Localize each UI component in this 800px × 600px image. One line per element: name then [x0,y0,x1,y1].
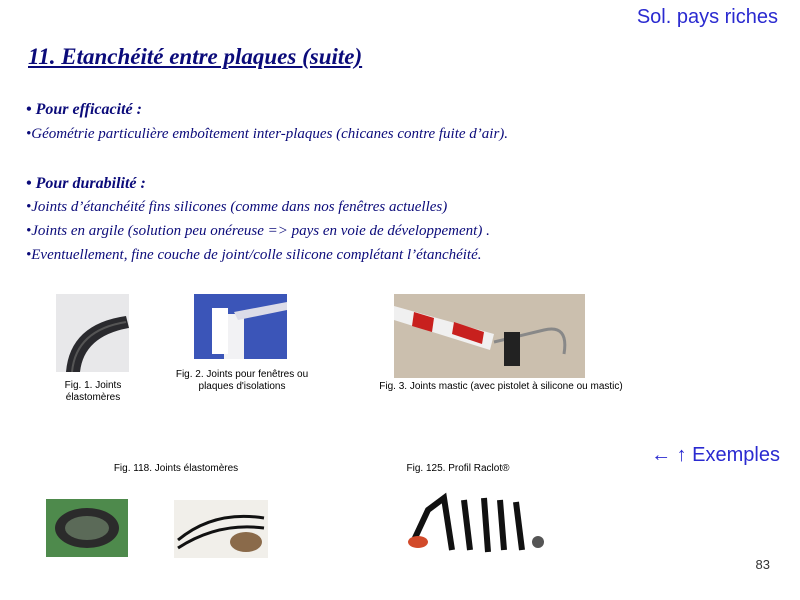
bullet-joints-silicones: •Joints d’étanchéité fins silicones (comme dans nos fenêtres actuelles) [26,199,448,215]
slide-title: 11. Etanchéité entre plaques (suite) [28,44,363,69]
bullet-couche-silicone: •Eventuellement, fine couche de joint/colle silicone complétant l’étanchéité. [26,247,482,263]
figure-2-caption: Fig. 2. Joints pour fenêtres ou plaques d'isolations [175,369,309,392]
figure-1-caption: Fig. 1. Joints élastomères [64,380,122,403]
elastomer-joint-image [56,294,129,372]
bullet-durabilite-heading: • Pour durabilité : [26,175,146,192]
figure-118-caption: Fig. 118. Joints élastomères [113,463,239,474]
figure-125-caption: Fig. 125. Profil Raclot® [406,463,510,474]
elastomer-roll-image [46,499,128,557]
examples-link[interactable]: ← ↑ Exemples [651,444,780,466]
bullet-efficacite-heading: • Pour efficacité : [26,101,142,118]
section-label: Sol. pays riches [636,6,778,28]
bullet-joints-argile: •Joints en argile (solution peu onéreuse => pays en voie de développement) . [26,223,490,239]
elastomer-strips-image [174,500,268,558]
window-joint-image [194,294,287,359]
figure-3-caption: Fig. 3. Joints mastic (avec pistolet à silicone ou mastic) [379,381,623,392]
caulking-gun-image [394,294,585,378]
bullet-geometrie: •Géométrie particulière emboîtement inter-plaques (chicanes contre fuite d’air). [26,126,509,142]
page-number: 83 [755,557,770,572]
raclot-profile-image [404,490,552,555]
